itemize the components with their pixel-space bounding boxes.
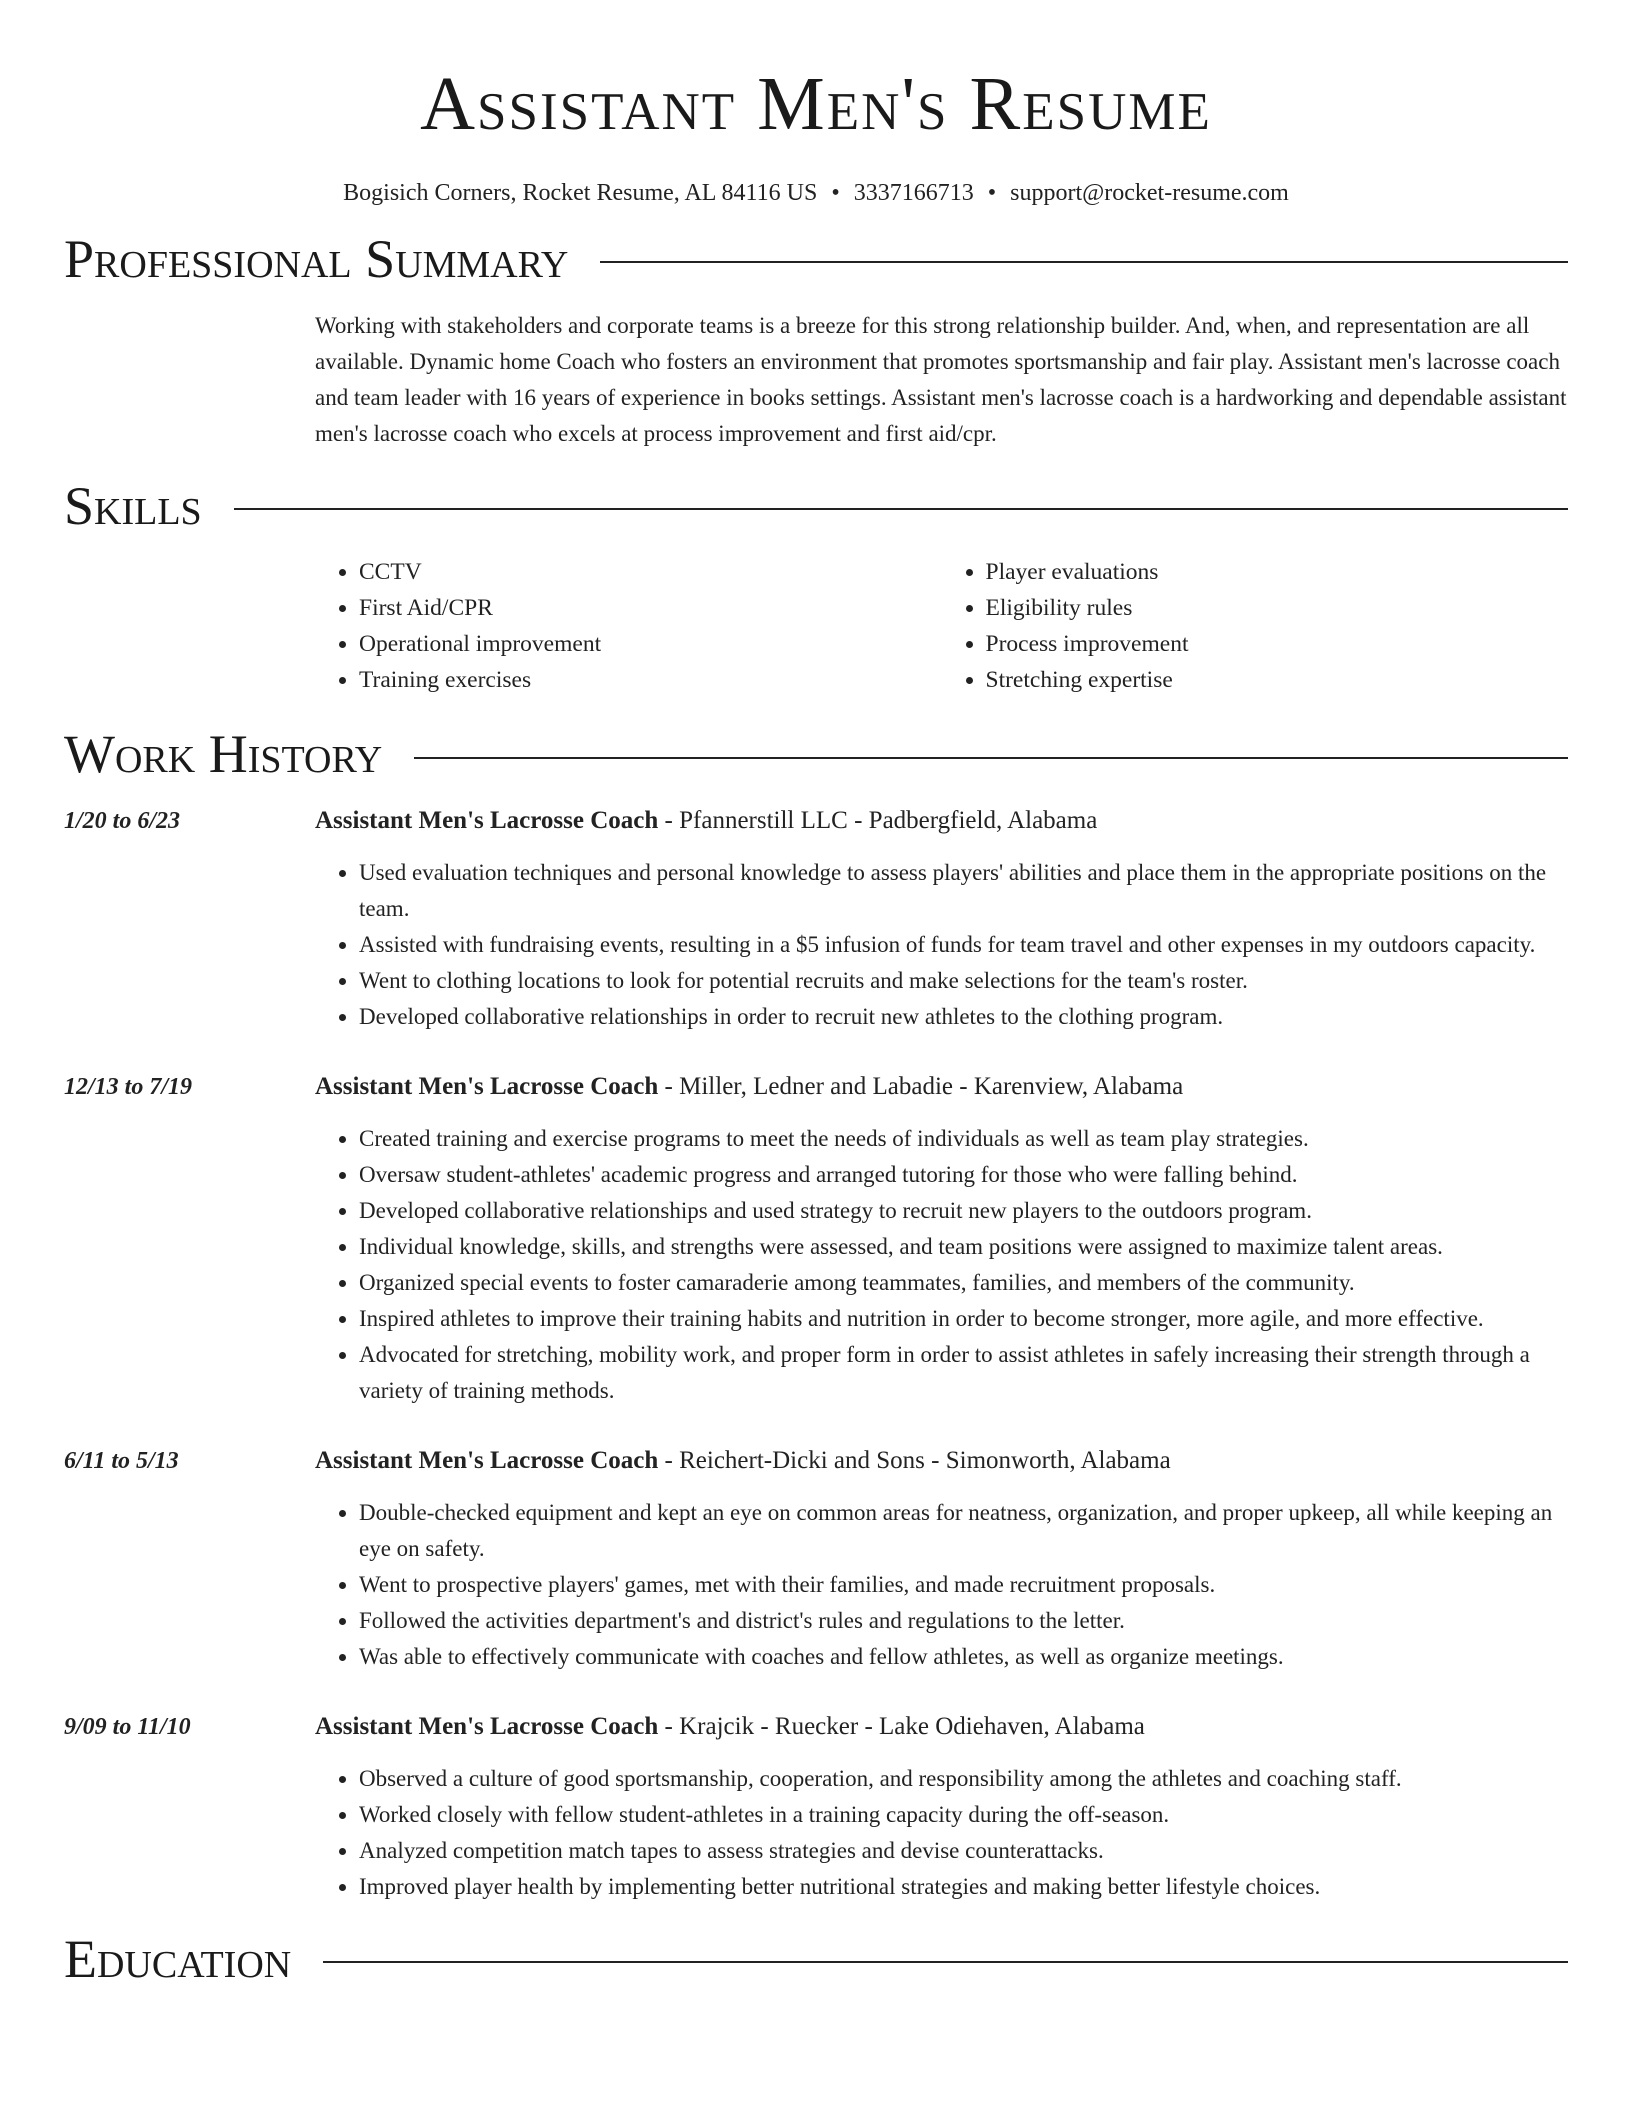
job-employer: - Miller, Ledner and Labadie - Karenview, Alabama [658, 1073, 1184, 1101]
job-bullet: • Analyzed competition match tapes to assess strategies and devise counterattacks. [359, 1833, 1568, 1869]
section-divider [323, 1961, 1568, 1963]
job-entry [64, 1709, 1568, 1905]
job-bullet: • Improved player health by implementing better nutritional strategies and making better lifestyle choices. [359, 1869, 1568, 1905]
job-bullet: • Inspired athletes to improve their training habits and nutrition in order to become stronger, more agile, and more effective. [359, 1301, 1568, 1337]
summary-text: Working with stakeholders and corporate teams is a breeze for this strong relationship builder. And, when, and representation are all available. Dynamic home Coach who fosters an environment that promotes sportsmanship and fair play. Assistant men's lacrosse coach and team leader with 16 years of experience in books settings. Assistant men's lacrosse coach is a hardworking and dependable assistant men's lacrosse coach who excels at process improvement and first aid/cpr. [315, 312, 1567, 446]
job-bullets [315, 1495, 1568, 1675]
job-bullet: • Double-checked equipment and kept an eye on common areas for neatness, organization, and proper upkeep, all while keeping an eye on safety. [359, 1495, 1568, 1567]
job-header [315, 1069, 1568, 1105]
job-employer: - Reichert-Dicki and Sons - Simonworth, Alabama [658, 1447, 1171, 1475]
job-header [315, 803, 1568, 839]
job-entry [64, 1443, 1568, 1675]
skill-item: • Eligibility rules [986, 590, 1569, 626]
contact-address: Bogisich Corners, Rocket Resume, AL 84116 US [343, 180, 818, 206]
job-body [315, 803, 1568, 1035]
job-dates: 12/13 to 7/19 [64, 1074, 193, 1101]
education-heading: Education [64, 1929, 292, 1990]
job-title: Assistant Men's Lacrosse Coach [315, 807, 659, 835]
work-section-header [64, 726, 1568, 783]
job-bullets [315, 855, 1568, 1035]
job-dates: 9/09 to 11/10 [64, 1714, 191, 1741]
job-bullet: • Developed collaborative relationships in order to recruit new athletes to the clothing program. [359, 999, 1568, 1035]
job-body [315, 1069, 1568, 1409]
job-body [315, 1709, 1568, 1905]
section-divider [234, 508, 1568, 510]
work-heading: Work History [64, 724, 383, 785]
job-header [315, 1443, 1568, 1479]
skill-item: • CCTV [359, 554, 942, 590]
summary-section-header [64, 231, 1568, 288]
job-employer: - Pfannerstill LLC - Padbergfield, Alabama [658, 807, 1098, 835]
job-title: Assistant Men's Lacrosse Coach [315, 1447, 659, 1475]
job-bullet: • Assisted with fundraising events, resulting in a $5 infusion of funds for team travel and other expenses in my outdoors capacity. [359, 927, 1568, 963]
job-bullets [315, 1121, 1568, 1409]
skills-heading: Skills [64, 475, 202, 536]
job-entry [64, 803, 1568, 1035]
job-dates: 1/20 to 6/23 [64, 808, 181, 835]
job-title: Assistant Men's Lacrosse Coach [315, 1073, 659, 1101]
summary-heading: Professional Summary [64, 229, 569, 289]
section-divider [600, 261, 1568, 263]
skill-item: • Operational improvement [359, 626, 942, 662]
job-header [315, 1709, 1568, 1745]
job-body [315, 1443, 1568, 1675]
job-bullet: • Observed a culture of good sportsmanship, cooperation, and responsibility among the athletes and coaching staff. [359, 1761, 1568, 1797]
skills-column-right [942, 554, 1569, 698]
contact-line [64, 180, 1568, 207]
contact-phone: 3337166713 [853, 180, 974, 206]
skills-list [315, 554, 1568, 698]
job-bullet: • Went to clothing locations to look for potential recruits and make selections for the team's roster. [359, 963, 1568, 999]
job-bullet: • Oversaw student-athletes' academic progress and arranged tutoring for those who were falling behind. [359, 1157, 1568, 1193]
skill-item: • First Aid/CPR [359, 590, 942, 626]
job-bullet: • Individual knowledge, skills, and strengths were assessed, and team positions were assigned to maximize talent areas. [359, 1229, 1568, 1265]
skill-item: • Training exercises [359, 662, 942, 698]
job-bullet: • Went to prospective players' games, met with their families, and made recruitment proposals. [359, 1567, 1568, 1603]
contact-separator: • [987, 180, 997, 206]
job-title: Assistant Men's Lacrosse Coach [315, 1713, 659, 1741]
job-entry [64, 1069, 1568, 1409]
job-bullet: • Advocated for stretching, mobility work, and proper form in order to assist athletes in safely increasing their strength through a variety of training methods. [359, 1337, 1568, 1409]
skills-section-header [64, 475, 1568, 536]
skill-item: • Process improvement [986, 626, 1569, 662]
skills-column-left [315, 554, 942, 698]
job-bullet: • Used evaluation techniques and personal knowledge to assess players' abilities and place them in the appropriate positions on the team. [359, 855, 1568, 927]
section-divider [414, 757, 1568, 759]
job-bullet: • Worked closely with fellow student-athletes in a training capacity during the off-season. [359, 1797, 1568, 1833]
contact-separator: • [831, 180, 840, 206]
resume-page [64, 56, 1568, 1988]
job-bullet: • Was able to effectively communicate with coaches and fellow athletes, as well as organize meetings. [359, 1639, 1568, 1675]
job-bullet: • Organized special events to foster camaraderie among teammates, families, and members of the community. [359, 1265, 1568, 1301]
job-bullet: • Created training and exercise programs to meet the needs of individuals as well as team play strategies. [359, 1121, 1568, 1157]
job-employer: - Krajcik - Ruecker - Lake Odiehaven, Alabama [658, 1713, 1145, 1741]
job-bullet: • Developed collaborative relationships and used strategy to recruit new players to the outdoors program. [359, 1193, 1568, 1229]
job-bullets [315, 1761, 1568, 1905]
skill-item: • Player evaluations [986, 554, 1569, 590]
education-section-header [64, 1931, 1568, 1988]
contact-email: support@rocket-resume.com [1010, 180, 1289, 206]
skill-item: • Stretching expertise [986, 662, 1569, 698]
job-dates: 6/11 to 5/13 [64, 1448, 179, 1475]
job-bullet: • Followed the activities department's and district's rules and regulations to the letter. [359, 1603, 1568, 1639]
resume-name: Assistant Men's Resume [420, 62, 1212, 146]
